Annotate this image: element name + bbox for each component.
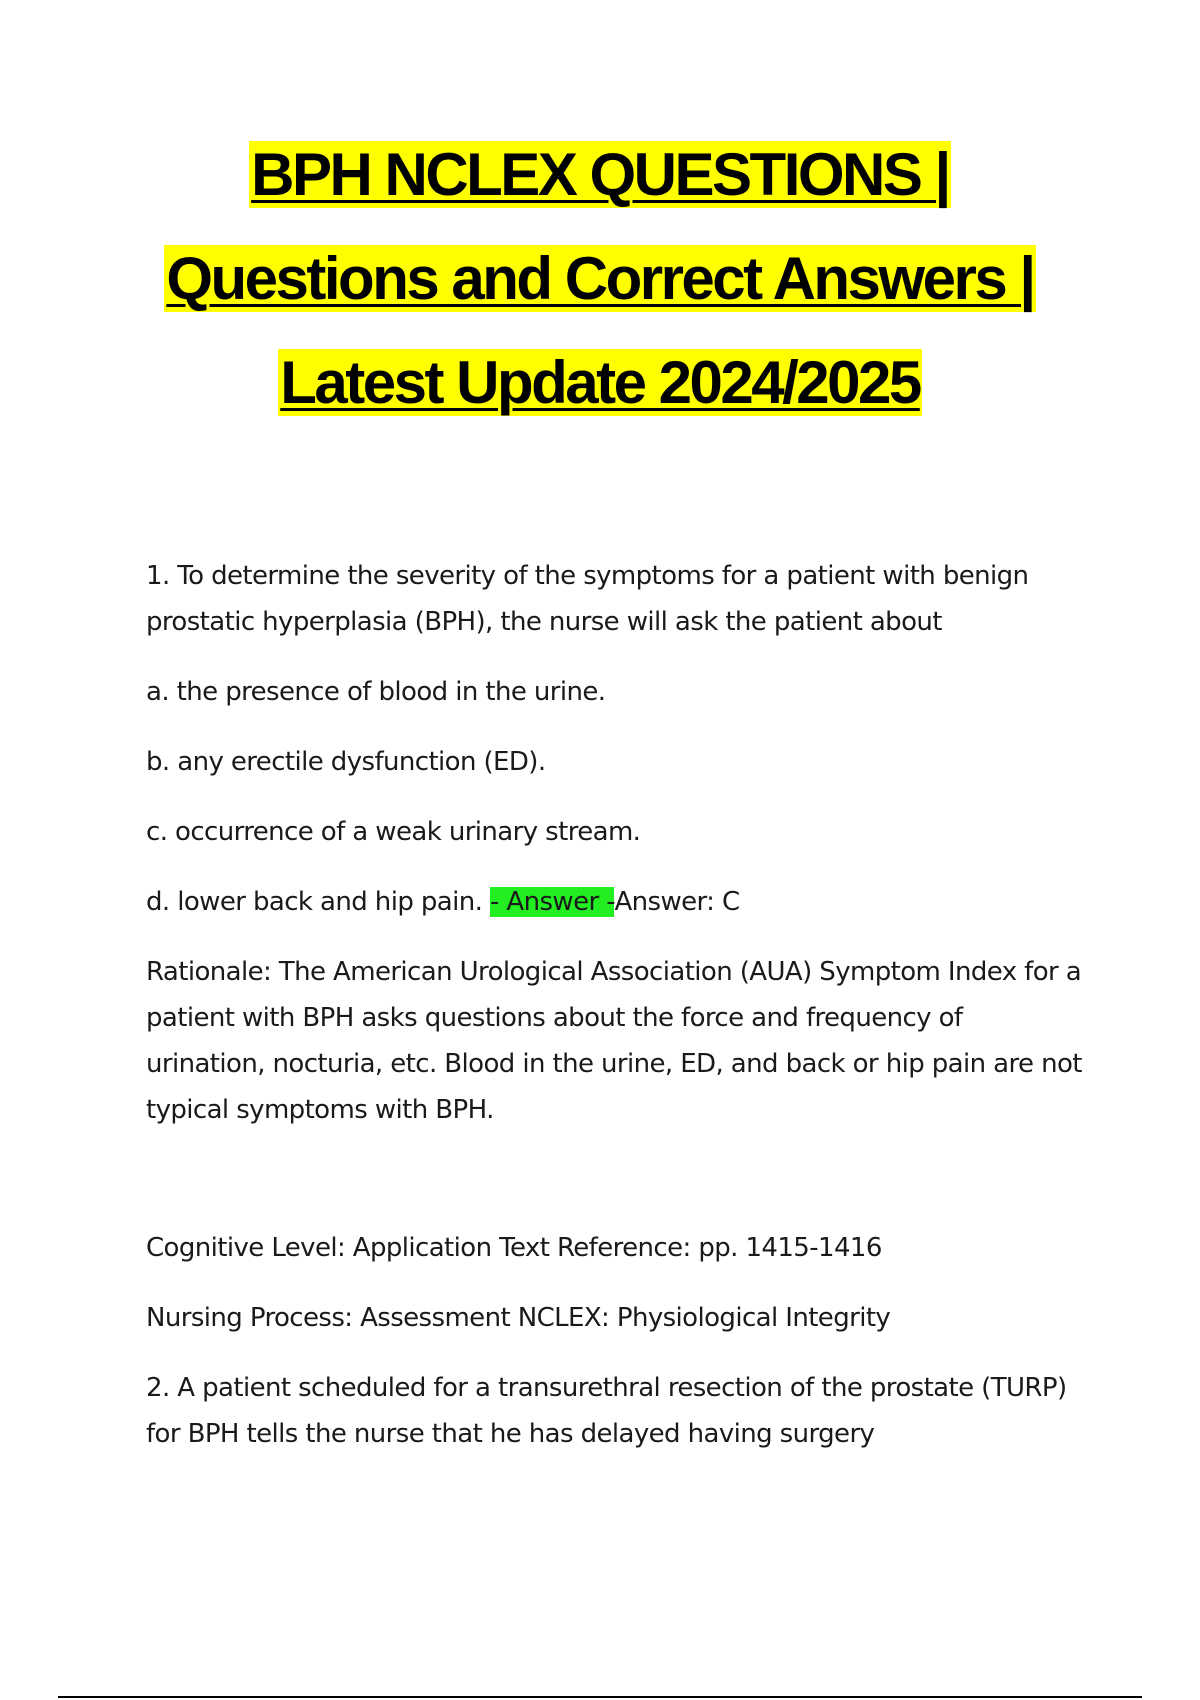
question-1-stem: 1. To determine the severity of the symptoms for a patient with benign prostatic hyperplasia (BPH), the nurse will ask the patient about <box>146 561 1029 637</box>
question-1-option-d: d. lower back and hip pain. <box>146 887 483 917</box>
question-1-option-a: a. the presence of blood in the urine. <box>146 677 606 707</box>
question-2-stem: 2. A patient scheduled for a transurethral resection of the prostate (TURP) for BPH tells the nurse that he has delayed having surgery <box>146 1373 1067 1449</box>
document-title <box>0 140 1200 452</box>
question-1-option-d-line <box>146 879 1086 925</box>
question-1-rationale: Rationale: The American Urological Association (AUA) Symptom Index for a patient with BPH asks questions about the force and frequency of urination, nocturia, etc. Blood in the urine, ED, and back or hip pain are not typical symptoms with BPH. <box>146 957 1082 1125</box>
title-line-2 <box>0 244 1200 348</box>
question-1-option-c: c. occurrence of a weak urinary stream. <box>146 817 641 847</box>
title-line-1-text: BPH NCLEX QUESTIONS | <box>251 141 949 208</box>
question-1-nursing-process: Nursing Process: Assessment NCLEX: Physiological Integrity <box>146 1303 891 1333</box>
title-line-2-text: Questions and Correct Answers | <box>166 245 1034 312</box>
question-1-option-b: b. any erectile dysfunction (ED). <box>146 747 546 777</box>
answer-highlight: - Answer - <box>489 887 615 917</box>
question-1-cognitive-level: Cognitive Level: Application Text Reference: pp. 1415-1416 <box>146 1233 882 1263</box>
title-line-1 <box>0 140 1200 244</box>
title-line-3-text: Latest Update 2024/2025 <box>280 349 920 416</box>
document-body <box>146 553 1086 1457</box>
page-bottom-divider <box>58 1696 1142 1698</box>
question-1-answer: Answer: C <box>614 887 740 917</box>
title-line-3 <box>0 348 1200 452</box>
